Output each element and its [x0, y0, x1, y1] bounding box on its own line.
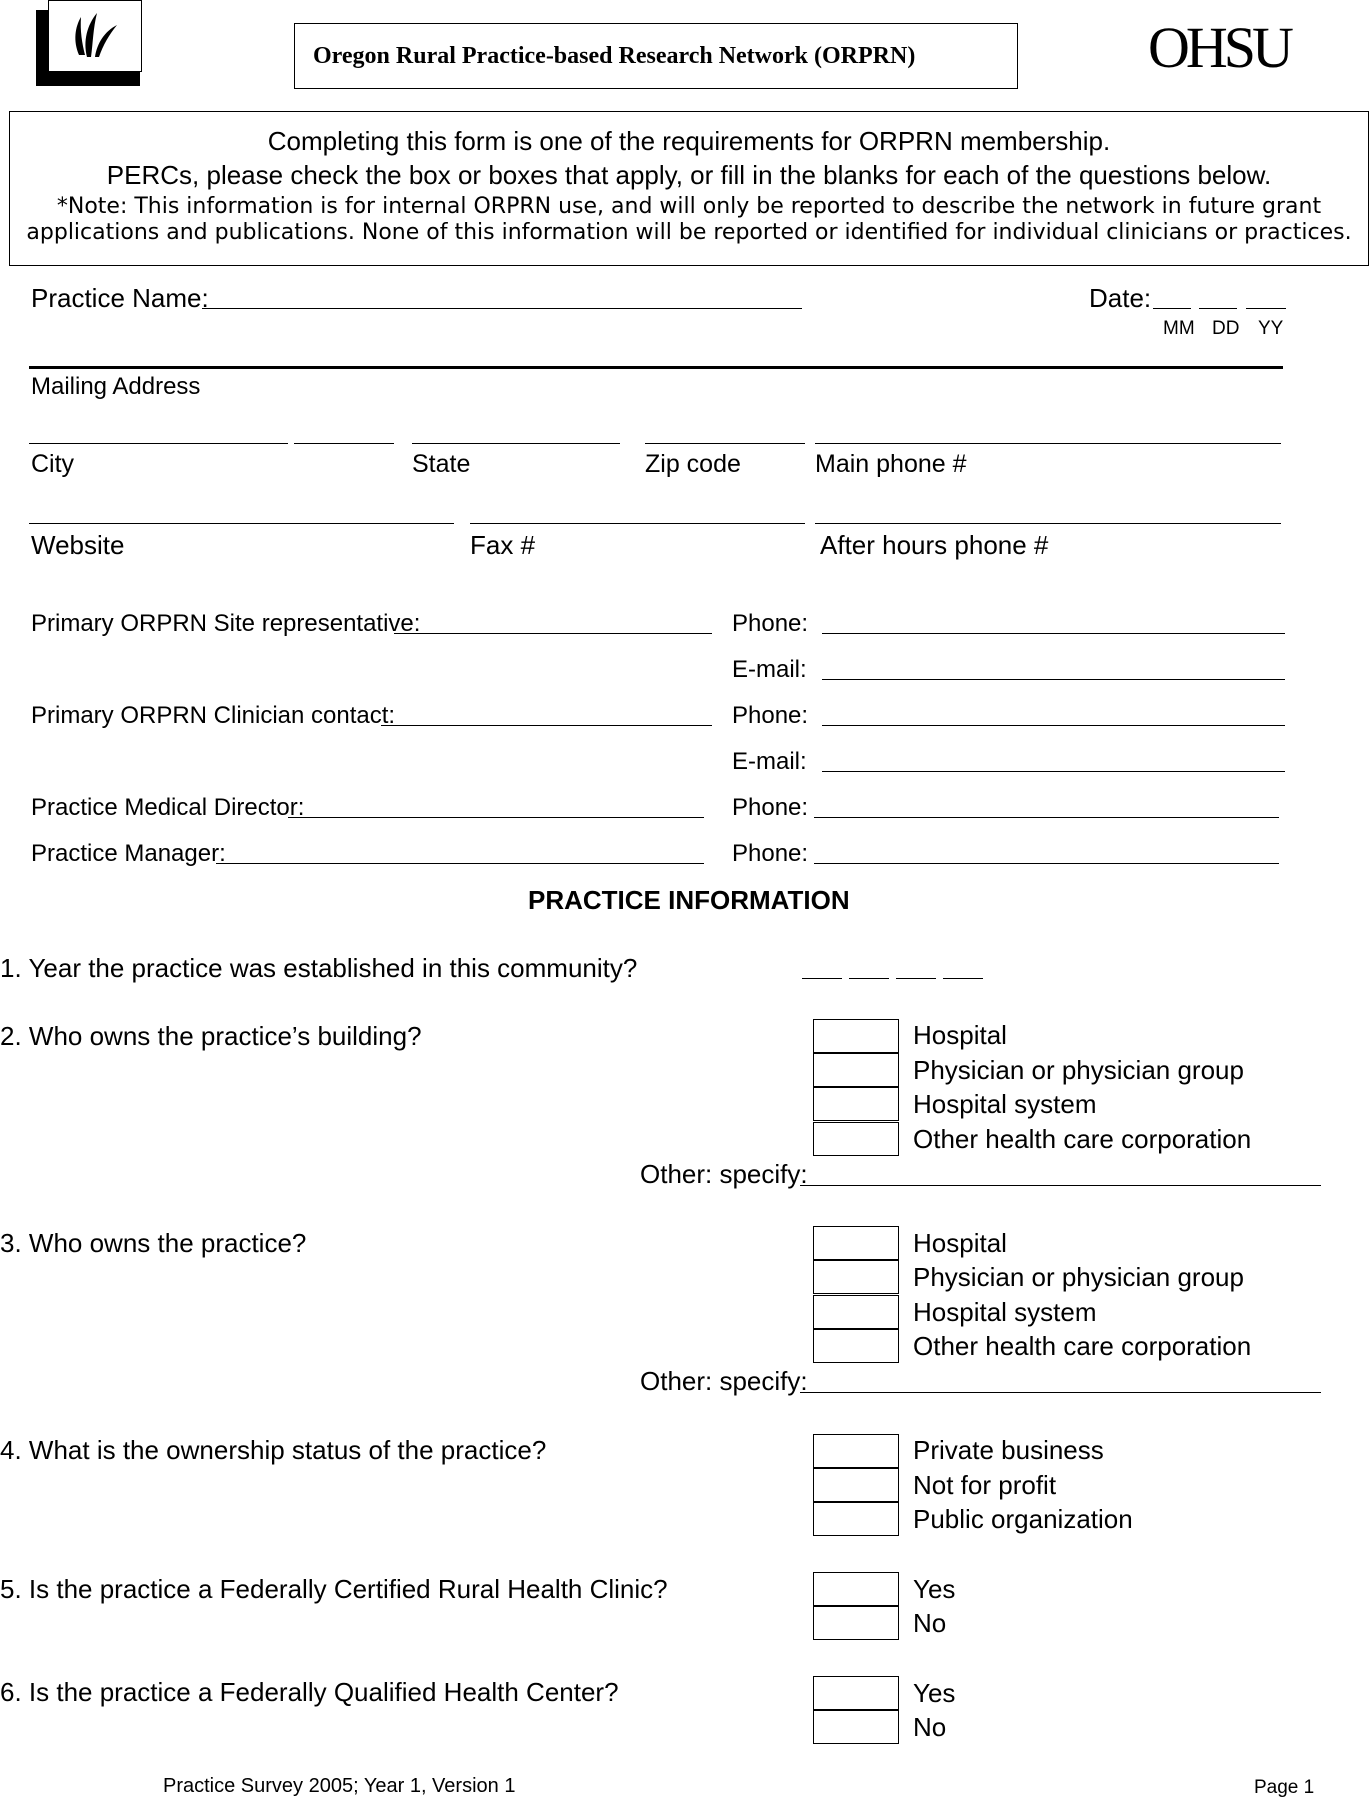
- website-field[interactable]: [29, 523, 454, 524]
- question-5: 5. Is the practice a Federally Certified Rural Health Clinic?: [0, 1574, 668, 1604]
- main-phone-field[interactable]: [815, 443, 1281, 444]
- q3-option-hospital: Hospital: [913, 1228, 1007, 1258]
- section-title: PRACTICE INFORMATION: [528, 885, 850, 915]
- director-phone-field[interactable]: [814, 817, 1279, 818]
- state-field[interactable]: [412, 443, 620, 444]
- q6-checkbox-yes[interactable]: [813, 1676, 899, 1710]
- q2-checkbox-hospital-system[interactable]: [813, 1087, 899, 1121]
- city-field-extra[interactable]: [294, 443, 394, 444]
- state-label: State: [412, 450, 471, 478]
- year-digit-4-field[interactable]: [943, 978, 983, 979]
- q2-option-hospital: Hospital: [913, 1020, 1007, 1050]
- q2-other-specify-field[interactable]: [800, 1185, 1321, 1186]
- clinician-field[interactable]: [381, 725, 712, 726]
- q4-option-private: Private business: [913, 1435, 1104, 1465]
- notice-line-2: PERCs, please check the box or boxes that apply, or fill in the blanks for each of the questions below.: [106, 160, 1272, 190]
- year-digit-2-field[interactable]: [849, 978, 889, 979]
- q6-checkbox-no[interactable]: [813, 1710, 899, 1744]
- director-field[interactable]: [288, 817, 704, 818]
- year-digit-3-field[interactable]: [896, 978, 936, 979]
- q3-option-hospital-system: Hospital system: [913, 1297, 1097, 1327]
- year-digit-1-field[interactable]: [802, 978, 842, 979]
- q3-checkbox-physician[interactable]: [813, 1260, 899, 1294]
- q5-option-no: No: [913, 1608, 947, 1638]
- footer-page: Page 1: [1254, 1777, 1315, 1798]
- after-hours-label: After hours phone #: [820, 530, 1049, 560]
- notice-line-1: Completing this form is one of the requirements for ORPRN membership.: [267, 126, 1111, 156]
- clinician-phone-field[interactable]: [822, 725, 1285, 726]
- q2-checkbox-hospital[interactable]: [813, 1019, 899, 1053]
- manager-phone-label: Phone:: [732, 840, 809, 867]
- date-yy-label: YY: [1258, 318, 1284, 339]
- site-rep-field[interactable]: [394, 633, 712, 634]
- site-rep-phone-label: Phone:: [732, 610, 809, 637]
- q3-other-specify-field[interactable]: [800, 1392, 1321, 1393]
- q2-option-hospital-system: Hospital system: [913, 1089, 1097, 1119]
- mailing-address-field[interactable]: [29, 366, 1283, 369]
- site-rep-phone-field[interactable]: [822, 633, 1285, 634]
- q2-option-other-corp: Other health care corporation: [913, 1124, 1252, 1154]
- zip-label: Zip code: [645, 450, 741, 478]
- website-label: Website: [31, 530, 125, 560]
- q3-other-specify-label: Other: specify:: [640, 1366, 808, 1396]
- practice-name-field[interactable]: [202, 308, 802, 309]
- q2-checkbox-other-corp[interactable]: [813, 1122, 899, 1156]
- clinician-phone-label: Phone:: [732, 702, 809, 729]
- q6-option-yes: Yes: [913, 1678, 956, 1708]
- q5-checkbox-no[interactable]: [813, 1606, 899, 1640]
- notice-line-4: applications and publications. None of this information will be reported or identified for individual clinicians or practices.: [26, 220, 1352, 245]
- clinician-email-label: E-mail:: [732, 748, 807, 775]
- manager-label: Practice Manager:: [31, 840, 226, 867]
- manager-field[interactable]: [216, 863, 704, 864]
- practice-name-label: Practice Name:: [31, 283, 209, 313]
- notice-box: [9, 111, 1369, 266]
- question-3: 3. Who owns the practice?: [0, 1228, 307, 1258]
- question-2: 2. Who owns the practice’s building?: [0, 1021, 422, 1051]
- q3-option-other-corp: Other health care corporation: [913, 1331, 1252, 1361]
- q5-checkbox-yes[interactable]: [813, 1572, 899, 1606]
- date-mm-label: MM: [1163, 318, 1195, 339]
- leaf-logo-icon: [48, 0, 142, 72]
- after-hours-field[interactable]: [815, 523, 1281, 524]
- notice-line-3: *Note: This information is for internal ORPRN use, and will only be reported to describe the network in future grant: [56, 194, 1322, 219]
- fax-field[interactable]: [470, 523, 805, 524]
- site-rep-email-field[interactable]: [822, 679, 1285, 680]
- site-rep-email-label: E-mail:: [732, 656, 807, 683]
- q3-option-physician: Physician or physician group: [913, 1262, 1244, 1292]
- main-phone-label: Main phone #: [815, 450, 967, 478]
- manager-phone-field[interactable]: [814, 863, 1279, 864]
- date-label: Date:: [1089, 283, 1152, 313]
- q4-checkbox-public[interactable]: [813, 1502, 899, 1536]
- q3-checkbox-hospital[interactable]: [813, 1226, 899, 1260]
- ohsu-logo: OHSU: [1148, 15, 1290, 80]
- q4-checkbox-nonprofit[interactable]: [813, 1468, 899, 1502]
- clinician-label: Primary ORPRN Clinician contact:: [31, 702, 396, 729]
- site-rep-label: Primary ORPRN Site representative:: [31, 610, 421, 637]
- clinician-email-field[interactable]: [822, 771, 1285, 772]
- q4-option-public: Public organization: [913, 1504, 1133, 1534]
- q2-other-specify-label: Other: specify:: [640, 1159, 808, 1189]
- city-label: City: [31, 450, 75, 478]
- date-dd-field[interactable]: [1199, 308, 1237, 309]
- q3-checkbox-hospital-system[interactable]: [813, 1295, 899, 1329]
- city-field[interactable]: [29, 443, 288, 444]
- q2-checkbox-physician[interactable]: [813, 1053, 899, 1087]
- director-label: Practice Medical Director:: [31, 794, 305, 821]
- director-phone-label: Phone:: [732, 794, 809, 821]
- q5-option-yes: Yes: [913, 1574, 956, 1604]
- question-6: 6. Is the practice a Federally Qualified Health Center?: [0, 1677, 619, 1707]
- question-1: 1. Year the practice was established in this community?: [0, 953, 638, 983]
- q4-option-nonprofit: Not for profit: [913, 1470, 1057, 1500]
- q2-option-physician: Physician or physician group: [913, 1055, 1244, 1085]
- mailing-address-label: Mailing Address: [31, 373, 201, 400]
- date-mm-field[interactable]: [1153, 308, 1191, 309]
- footer-version: Practice Survey 2005; Year 1, Version 1: [163, 1775, 516, 1797]
- fax-label: Fax #: [470, 530, 536, 560]
- q6-option-no: No: [913, 1712, 947, 1742]
- q3-checkbox-other-corp[interactable]: [813, 1329, 899, 1363]
- q4-checkbox-private[interactable]: [813, 1434, 899, 1468]
- date-yy-field[interactable]: [1246, 308, 1286, 309]
- network-title: Oregon Rural Practice-based Research Network (ORPRN): [294, 23, 1018, 89]
- date-dd-label: DD: [1212, 318, 1240, 339]
- question-4: 4. What is the ownership status of the practice?: [0, 1435, 547, 1465]
- zip-field[interactable]: [645, 443, 805, 444]
